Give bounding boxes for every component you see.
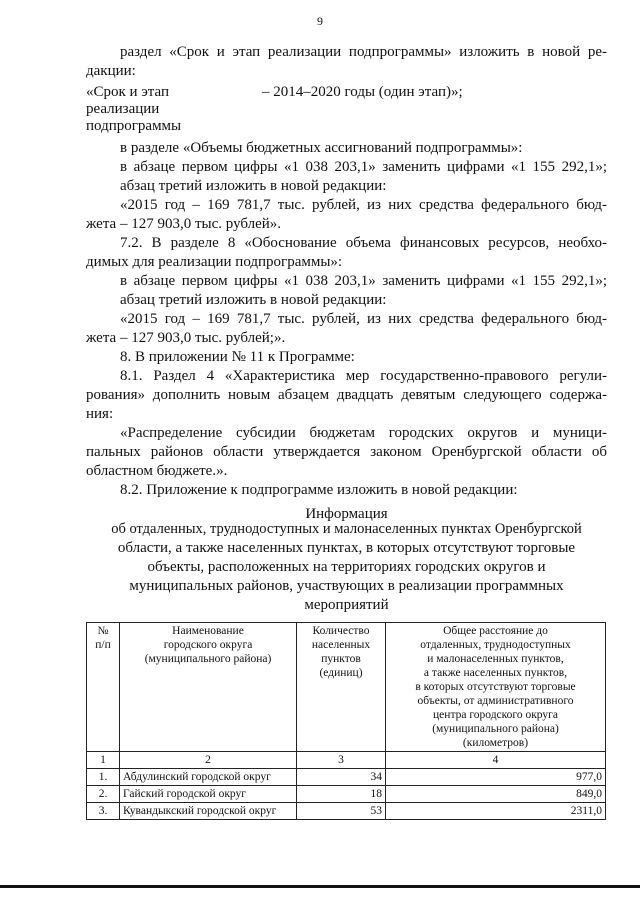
- info-subtitle-3: объекты, расположенных на территориях городских округов и: [147, 559, 546, 575]
- row-settlement-count: 53: [297, 803, 386, 820]
- info-subtitle-5: мероприятий: [304, 597, 389, 613]
- info-subtitle-2: области, а также населенных пунктах, в которых отсутствуют торговые: [117, 540, 576, 556]
- body-line-4: в абзаце первом цифры «1 038 203,1» заменить цифрами «1 155 292,1»;: [120, 159, 607, 175]
- table-row: [87, 769, 606, 786]
- body-line-19: пальных районов области утверждается законом Оренбургской области об: [86, 444, 607, 460]
- body-line-5: абзац третий изложить в новой редакции:: [120, 178, 387, 194]
- table-row: [87, 803, 606, 820]
- info-title: Информация: [305, 506, 388, 522]
- body-line-13: жета – 127 903,0 тыс. рублей;».: [86, 330, 286, 346]
- header-distance-line: а также населенных пунктов,: [423, 667, 568, 679]
- row-district-name: Кувандыкский городской округ: [120, 803, 297, 820]
- body-line-9: димых для реализации подпрограммы»:: [86, 254, 343, 270]
- body-line-8: 7.2. В разделе 8 «Обоснование объема финансовых ресурсов, необхо-: [120, 235, 607, 251]
- body-line-12: «2015 год – 169 781,7 тыс. рублей, из них средства федерального бюд-: [120, 311, 607, 327]
- row-settlement-count: 18: [297, 786, 386, 803]
- body-line-11: абзац третий изложить в новой редакции:: [120, 292, 387, 308]
- term-label-3: подпрограммы: [86, 118, 182, 134]
- row-number: 2.: [87, 786, 120, 803]
- header-name-line: городского округа: [163, 639, 253, 651]
- header-count-line: Количество: [312, 625, 370, 637]
- body-line-17: ния:: [86, 406, 114, 422]
- header-distance-line: отдаленных, труднодоступных: [420, 639, 571, 651]
- info-subtitle-4: муниципальных районов, участвующих в реализации программных: [129, 578, 564, 594]
- header-distance-line: (километров): [462, 737, 529, 749]
- body-line-16: рования» дополнить новым абзацем двадцать девятым следующего содержа-: [86, 387, 607, 403]
- term-label-2: реализации: [86, 101, 160, 117]
- column-number: 2: [120, 752, 297, 769]
- body-line-18: «Распределение субсидии бюджетам городских округов и муници-: [120, 425, 607, 441]
- table-header-row: [87, 623, 606, 752]
- body-line-7: жета – 127 903,0 тыс. рублей».: [86, 216, 282, 232]
- body-line-20: областном бюджете.».: [86, 463, 228, 479]
- row-district-name: Абдулинский городской округ: [120, 769, 297, 786]
- body-line-1: раздел «Срок и этап реализации подпрограммы» изложить в новой ре-: [120, 44, 607, 60]
- column-number: 1: [87, 752, 120, 769]
- header-distance-line: (муниципального района): [432, 723, 559, 735]
- row-settlement-count: 34: [297, 769, 386, 786]
- body-line-3: в разделе «Объемы бюджетных ассигнований подпрограммы»:: [120, 140, 523, 156]
- table-row: [87, 786, 606, 803]
- header-name: [120, 623, 297, 752]
- header-number-line: п/п: [95, 639, 111, 651]
- row-distance: 977,0: [386, 769, 606, 786]
- row-district-name: Гайский городской округ: [120, 786, 297, 803]
- info-table: [86, 622, 606, 820]
- header-distance-line: объекты, от административного: [417, 695, 574, 707]
- body-line-21: 8.2. Приложение к подпрограмме изложить в новой редакции:: [120, 482, 518, 498]
- header-name-line: (муниципального района): [144, 653, 272, 665]
- column-number-row: [87, 752, 606, 769]
- body-line-2: дакции:: [86, 63, 136, 79]
- row-distance: 2311,0: [386, 803, 606, 820]
- header-count: [297, 623, 386, 752]
- header-distance: [386, 623, 606, 752]
- page-number: 9: [317, 14, 323, 28]
- row-distance: 849,0: [386, 786, 606, 803]
- header-distance-line: в которых отсутствуют торговые: [415, 681, 576, 693]
- header-number-line: №: [97, 625, 109, 637]
- header-distance-line: центра городского округа: [433, 709, 558, 721]
- header-distance-line: и малонаселенных пунктов,: [427, 653, 564, 665]
- row-number: 1.: [87, 769, 120, 786]
- header-number: [87, 623, 120, 752]
- term-label-1: «Срок и этап: [86, 84, 169, 100]
- info-subtitle-1: об отдаленных, труднодоступных и малонаселенных пунктах Оренбургской: [111, 521, 582, 537]
- column-number: 4: [386, 752, 606, 769]
- header-name-line: Наименование: [172, 625, 244, 637]
- scan-edge-bar: [0, 885, 640, 888]
- header-count-line: (единиц): [319, 667, 363, 679]
- row-number: 3.: [87, 803, 120, 820]
- header-count-line: пунктов: [321, 653, 361, 665]
- body-line-15: 8.1. Раздел 4 «Характеристика мер государственно-правового регули-: [120, 368, 607, 384]
- column-number: 3: [297, 752, 386, 769]
- body-line-6: «2015 год – 169 781,7 тыс. рублей, из них средства федерального бюд-: [120, 197, 607, 213]
- term-value: – 2014–2020 годы (один этап)»;: [262, 84, 463, 100]
- header-count-line: населенных: [311, 639, 371, 651]
- header-distance-line: Общее расстояние до: [443, 625, 548, 637]
- body-line-14: 8. В приложении № 11 к Программе:: [120, 349, 355, 365]
- body-line-10: в абзаце первом цифры «1 038 203,1» заменить цифрами «1 155 292,1»;: [120, 273, 607, 289]
